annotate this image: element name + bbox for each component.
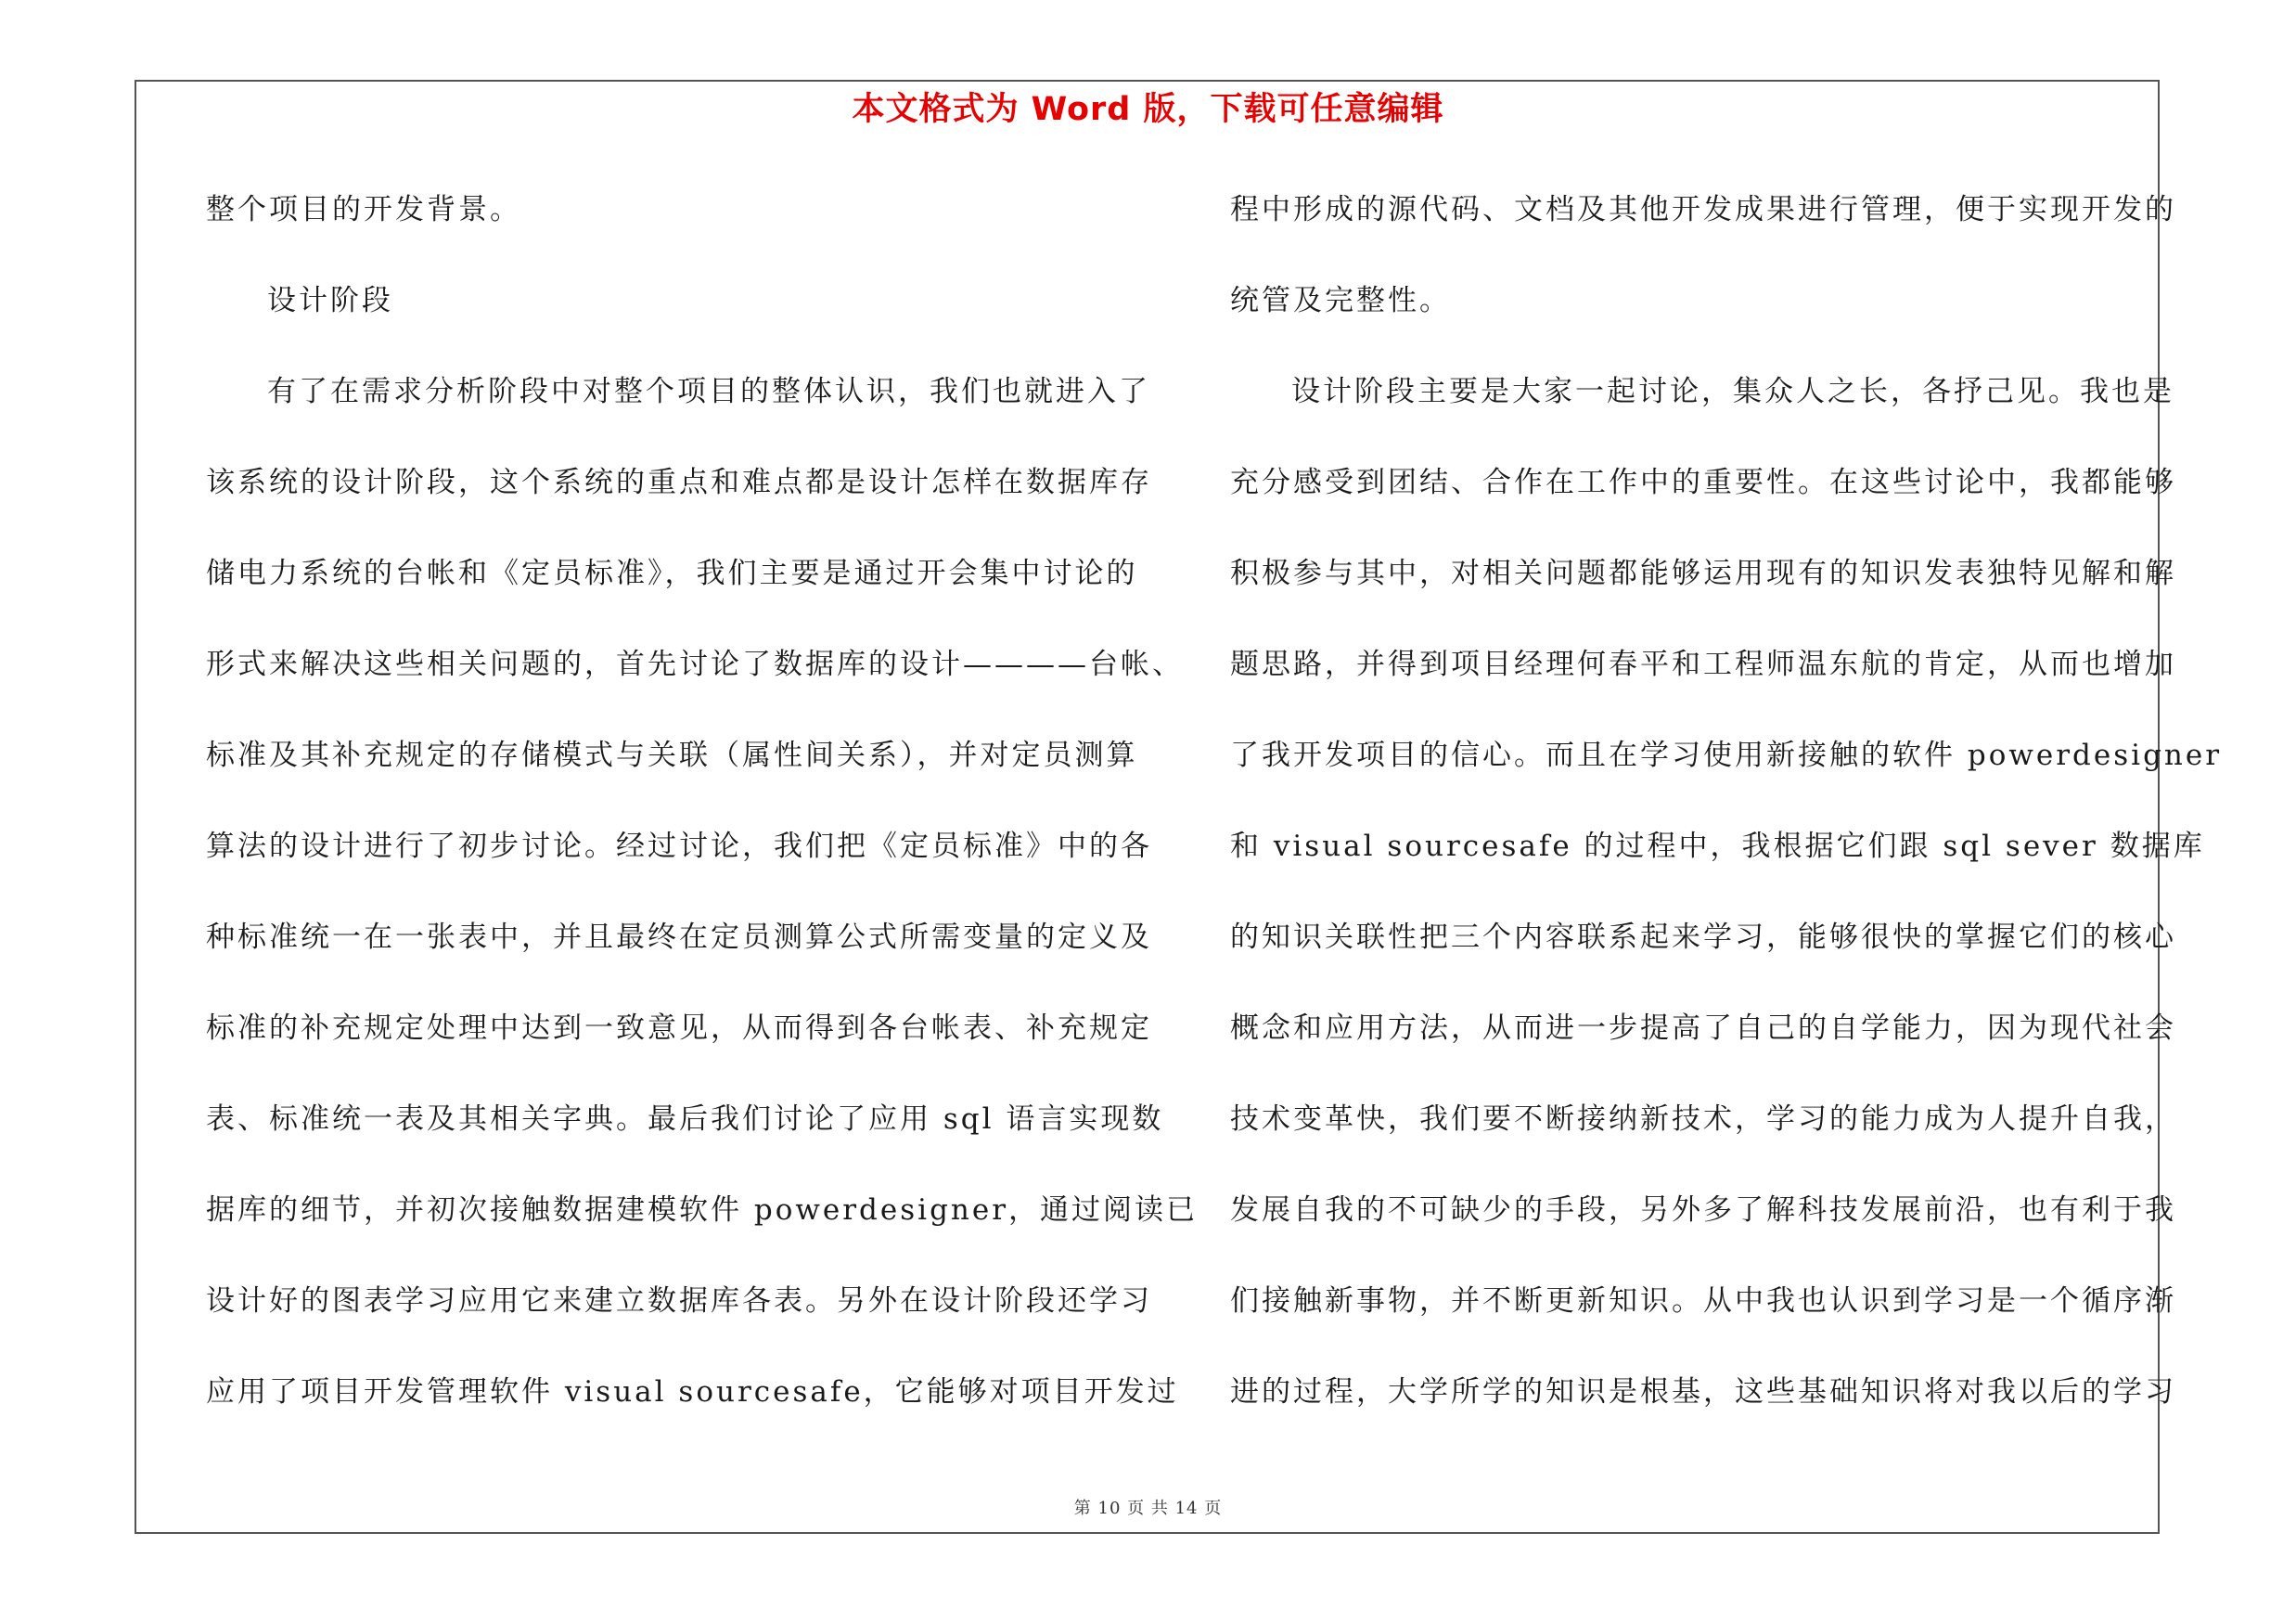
text-line: 设计阶段主要是大家一起讨论，集众人之长，各抒己见。我也是 (1291, 375, 2174, 408)
text-line: 据库的细节，并初次接触数据建模软件 powerdesigner，通过阅读已 (206, 1193, 1199, 1227)
text-line: 应用了项目开发管理软件 visual sourcesafe，它能够对项目开发过 (206, 1375, 1179, 1409)
page-number-footer: 第 10 页 共 14 页 (1073, 1499, 1223, 1518)
text-line: 的知识关联性把三个内容联系起来学习，能够很快的掌握它们的核心 (1230, 921, 2176, 954)
right-text-column (1230, 185, 2223, 1458)
left-text-column (206, 185, 1199, 1458)
text-line: 题思路，并得到项目经理何春平和工程师温东航的肯定，从而也增加 (1230, 648, 2176, 681)
text-line: 程中形成的源代码、文档及其他开发成果进行管理，便于实现开发的 (1230, 193, 2176, 226)
text-line: 算法的设计进行了初步讨论。经过讨论，我们把《定员标准》中的各 (206, 830, 1152, 863)
text-line: 统管及完整性。 (1230, 284, 1451, 317)
text-line: 发展自我的不可缺少的手段，另外多了解科技发展前沿，也有利于我 (1230, 1193, 2176, 1227)
text-line: 设计好的图表学习应用它来建立数据库各表。另外在设计阶段还学习 (206, 1284, 1152, 1318)
text-line: 表、标准统一表及其相关字典。最后我们讨论了应用 sql 语言实现数 (206, 1102, 1164, 1136)
text-line: 概念和应用方法，从而进一步提高了自己的自学能力，因为现代社会 (1230, 1011, 2176, 1045)
text-line: 进的过程，大学所学的知识是根基，这些基础知识将对我以后的学习 (1230, 1375, 2176, 1409)
text-line: 和 visual sourcesafe 的过程中，我根据它们跟 sql sever 数据库 (1230, 830, 2205, 863)
text-line: 技术变革快，我们要不断接纳新技术，学习的能力成为人提升自我， (1230, 1102, 2176, 1136)
text-line: 积极参与其中，对相关问题都能够运用现有的知识发表独特见解和解 (1230, 557, 2176, 590)
text-line: 该系统的设计阶段，这个系统的重点和难点都是设计怎样在数据库存 (206, 466, 1152, 499)
text-line: 标准的补充规定处理中达到一致意见，从而得到各台帐表、补充规定 (206, 1011, 1152, 1045)
text-line: 储电力系统的台帐和《定员标准》，我们主要是通过开会集中讨论的 (206, 557, 1138, 590)
text-line: 形式来解决这些相关问题的，首先讨论了数据库的设计————台帐、 (206, 648, 1184, 681)
word-format-banner: 本文格式为 Word 版，下载可任意编辑 (852, 91, 1444, 128)
text-line: 了我开发项目的信心。而且在学习使用新接触的软件 powerdesigner (1230, 739, 2223, 772)
text-line: 有了在需求分析阶段中对整个项目的整体认识，我们也就进入了 (267, 375, 1150, 408)
text-line: 种标准统一在一张表中，并且最终在定员测算公式所需变量的定义及 (206, 921, 1152, 954)
text-line: 整个项目的开发背景。 (206, 193, 521, 226)
text-line: 标准及其补充规定的存储模式与关联（属性间关系），并对定员测算 (206, 739, 1138, 772)
section-heading: 设计阶段 (267, 284, 393, 317)
text-line: 充分感受到团结、合作在工作中的重要性。在这些讨论中，我都能够 (1230, 466, 2176, 499)
text-line: 们接触新事物，并不断更新知识。从中我也认识到学习是一个循序渐 (1230, 1284, 2176, 1318)
